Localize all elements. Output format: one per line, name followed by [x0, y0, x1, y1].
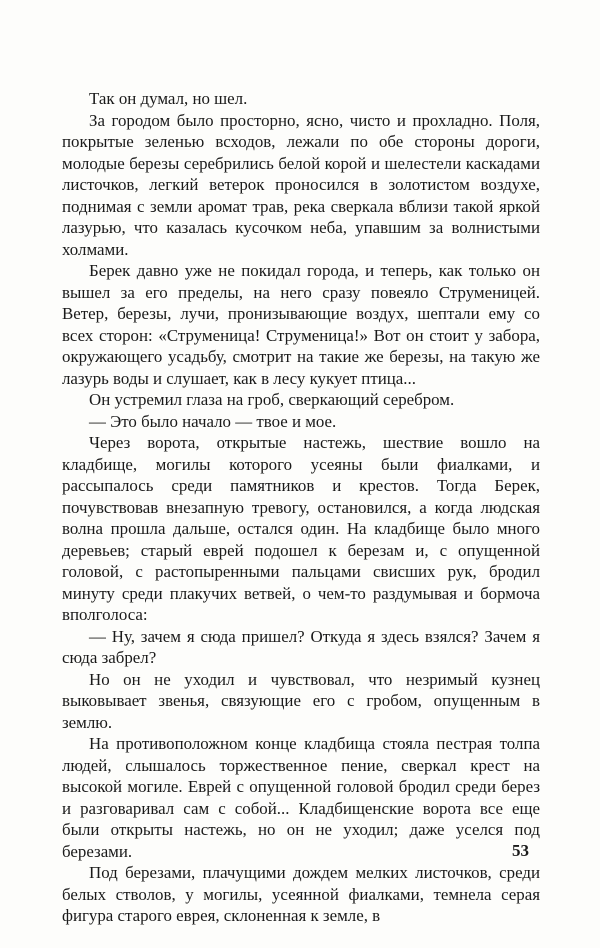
- paragraph: Под березами, плачущими дождем мелких листочков, среди белых стволов, у могилы, усеянной фиалками, темнела серая фигура старого еврея, склоненная к земле, в: [62, 863, 540, 925]
- page-number: 53: [512, 841, 529, 860]
- paragraph: Но он не уходил и чувствовал, что незримый кузнец выковывает звенья, связующие его с гробом, опущенным в землю.: [62, 669, 540, 732]
- paragraph: Берек давно уже не покидал города, и теперь, как только он вышел за его пределы, на него сразу повеяло Струменицей. Ветер, березы, лучи, пронизывающие воздух, шептали ему со всех сторон: «Струменица! Струменица!» Вот он стоит у забора, окружающего усадьбу, смотрит на такие же березы, на такую же лазурь воды и слушает, как в лесу кукует птица...: [62, 261, 540, 388]
- paragraph: За городом было просторно, ясно, чисто и прохладно. Поля, покрытые зеленью всходов, лежали по обе стороны дороги, молодые березы серебрились белой корой и шелестели каскадами листочков, легкий ветерок проносился в золотистом воздухе, поднимая с земли аромат трав, река сверкала вблизи такой яркой лазурью, что казалась кусочком неба, упавшим за волнистыми холмами.: [62, 110, 540, 259]
- paragraph: Через ворота, открытые настежь, шествие вошло на кладбище, могилы которого усеяны были фиалками, и рассыпалось среди памятников и крестов. Тогда Берек, почувствовав внезапную тревогу, остановился, а когда людская волна прошла дальше, остался один. На кладбище было много деревьев; старый еврей подошел к березам и, с опущенной головой, с растопыренными пальцами свисших рук, бродил минуту среди плакучих ветвей, о чем-то раздумывая и бормоча вполголоса:: [62, 433, 540, 624]
- paragraph: Так он думал, но шел.: [89, 89, 248, 108]
- body-text: [62, 88, 540, 927]
- paragraph: — Это было начало — твое и мое.: [89, 411, 337, 431]
- paragraph: На противоположном конце кладбища стояла пестрая толпа людей, слышалось торжественное пение, сверкал крест на высокой могиле. Еврей с опущенной головой бродил среди берез и разговаривал сам с собой... Кладбищенские ворота все еще были открыты настежь, но он не уходил; даже уселся под березами.: [62, 734, 540, 861]
- paragraph: Он устремил глаза на гроб, сверкающий серебром.: [89, 390, 455, 409]
- paragraph: — Ну, зачем я сюда пришел? Откуда я здесь взялся? Зачем я сюда забрел?: [62, 626, 540, 667]
